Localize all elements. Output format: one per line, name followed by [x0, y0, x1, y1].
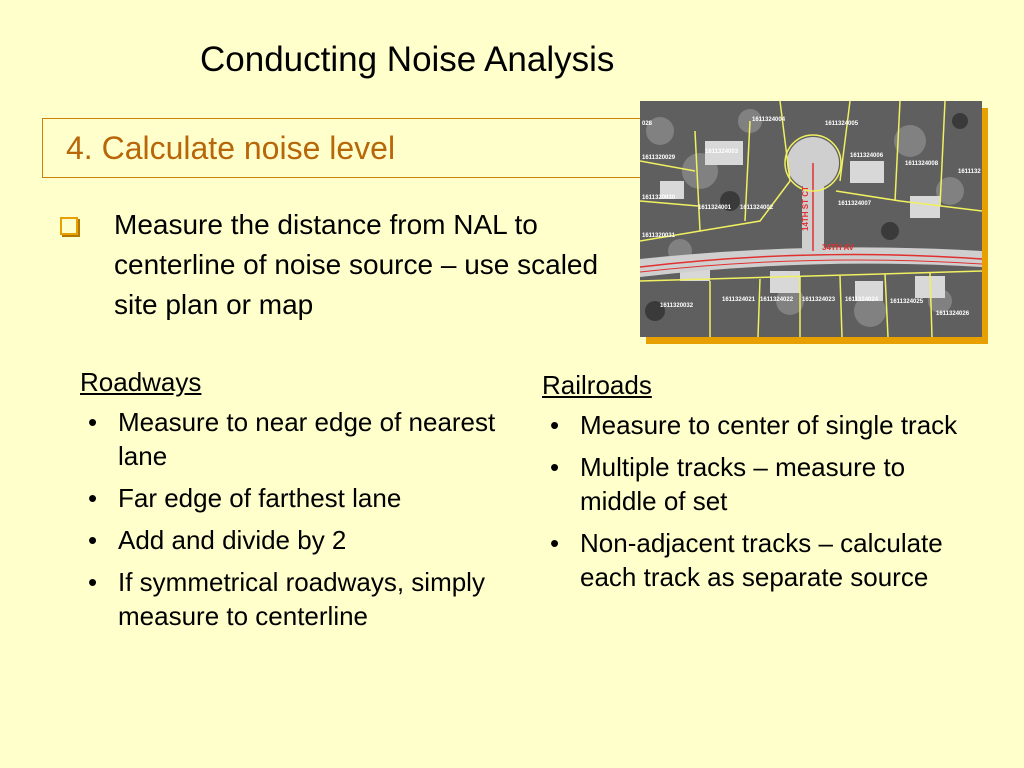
bullet-dot-icon: •	[88, 525, 98, 555]
parcel-label: 1611324003	[705, 149, 739, 155]
parcel-label: 1611324008	[905, 161, 939, 167]
list-item	[80, 523, 500, 557]
main-bullet-text: Measure the distance from NAL to centerline of noise source – use scaled site plan or map	[114, 209, 599, 320]
bullet-dot-icon: •	[88, 407, 98, 437]
parcel-label: 1611324025	[890, 299, 924, 305]
parcel-label: 1611320030	[642, 195, 676, 201]
list-item	[542, 526, 962, 594]
bullet-dot-icon: •	[550, 410, 560, 440]
list-item	[80, 405, 500, 473]
list-item-text: Far edge of farthest lane	[118, 483, 402, 513]
parcel-label: 1611324001	[698, 205, 732, 211]
aerial-site-map	[640, 101, 982, 337]
parcel-label: 1611324005	[825, 121, 859, 127]
list-item-text: Multiple tracks – measure to middle of set	[580, 452, 906, 516]
list-item-text: Measure to center of single track	[580, 410, 958, 440]
parcel-label: 1611324024	[845, 297, 879, 303]
parcel-label: 1611320031	[642, 233, 676, 239]
bullet-dot-icon: •	[88, 567, 98, 597]
parcel-label: 1611324006	[850, 153, 884, 159]
parcel-label: 1611324004	[752, 117, 786, 123]
list-item	[80, 481, 500, 515]
roadways-list	[80, 405, 500, 633]
list-item-text: Add and divide by 2	[118, 525, 347, 555]
parcel-label: 028	[642, 121, 653, 127]
slide-subtitle: 4. Calculate noise level	[66, 130, 396, 166]
parcel-label: 1611320029	[642, 155, 676, 161]
bullet-dot-icon: •	[88, 483, 98, 513]
square-bullet-icon	[60, 217, 78, 235]
parcel-label: 1611132	[958, 169, 981, 175]
street-label-34th-av: 34TH AV	[822, 243, 855, 252]
list-item	[542, 450, 962, 518]
slide-title: Conducting Noise Analysis	[200, 40, 615, 79]
list-item	[80, 565, 500, 633]
parcel-label: 1611324002	[740, 205, 774, 211]
list-item-text: Measure to near edge of nearest lane	[118, 407, 496, 471]
parcel-label: 1611324021	[722, 297, 756, 303]
railroads-heading: Railroads	[542, 370, 652, 400]
parcel-label: 1611324026	[936, 311, 970, 317]
railroads-section	[542, 368, 962, 602]
parcel-label: 1611324022	[760, 297, 794, 303]
list-item-text: Non-adjacent tracks – calculate each track as separate source	[580, 528, 943, 592]
roadways-heading: Roadways	[80, 367, 202, 397]
railroads-list	[542, 408, 962, 594]
bullet-dot-icon: •	[550, 452, 560, 482]
roadways-section	[80, 365, 500, 641]
parcel-label: 1611324023	[802, 297, 836, 303]
parcel-label: 1611320032	[660, 303, 694, 309]
bullet-dot-icon: •	[550, 528, 560, 558]
list-item	[542, 408, 962, 442]
parcel-label: 1611324007	[838, 201, 872, 207]
street-label-14th-st-ct: 14TH ST CT	[801, 186, 810, 231]
list-item-text: If symmetrical roadways, simply measure to centerline	[118, 567, 485, 631]
